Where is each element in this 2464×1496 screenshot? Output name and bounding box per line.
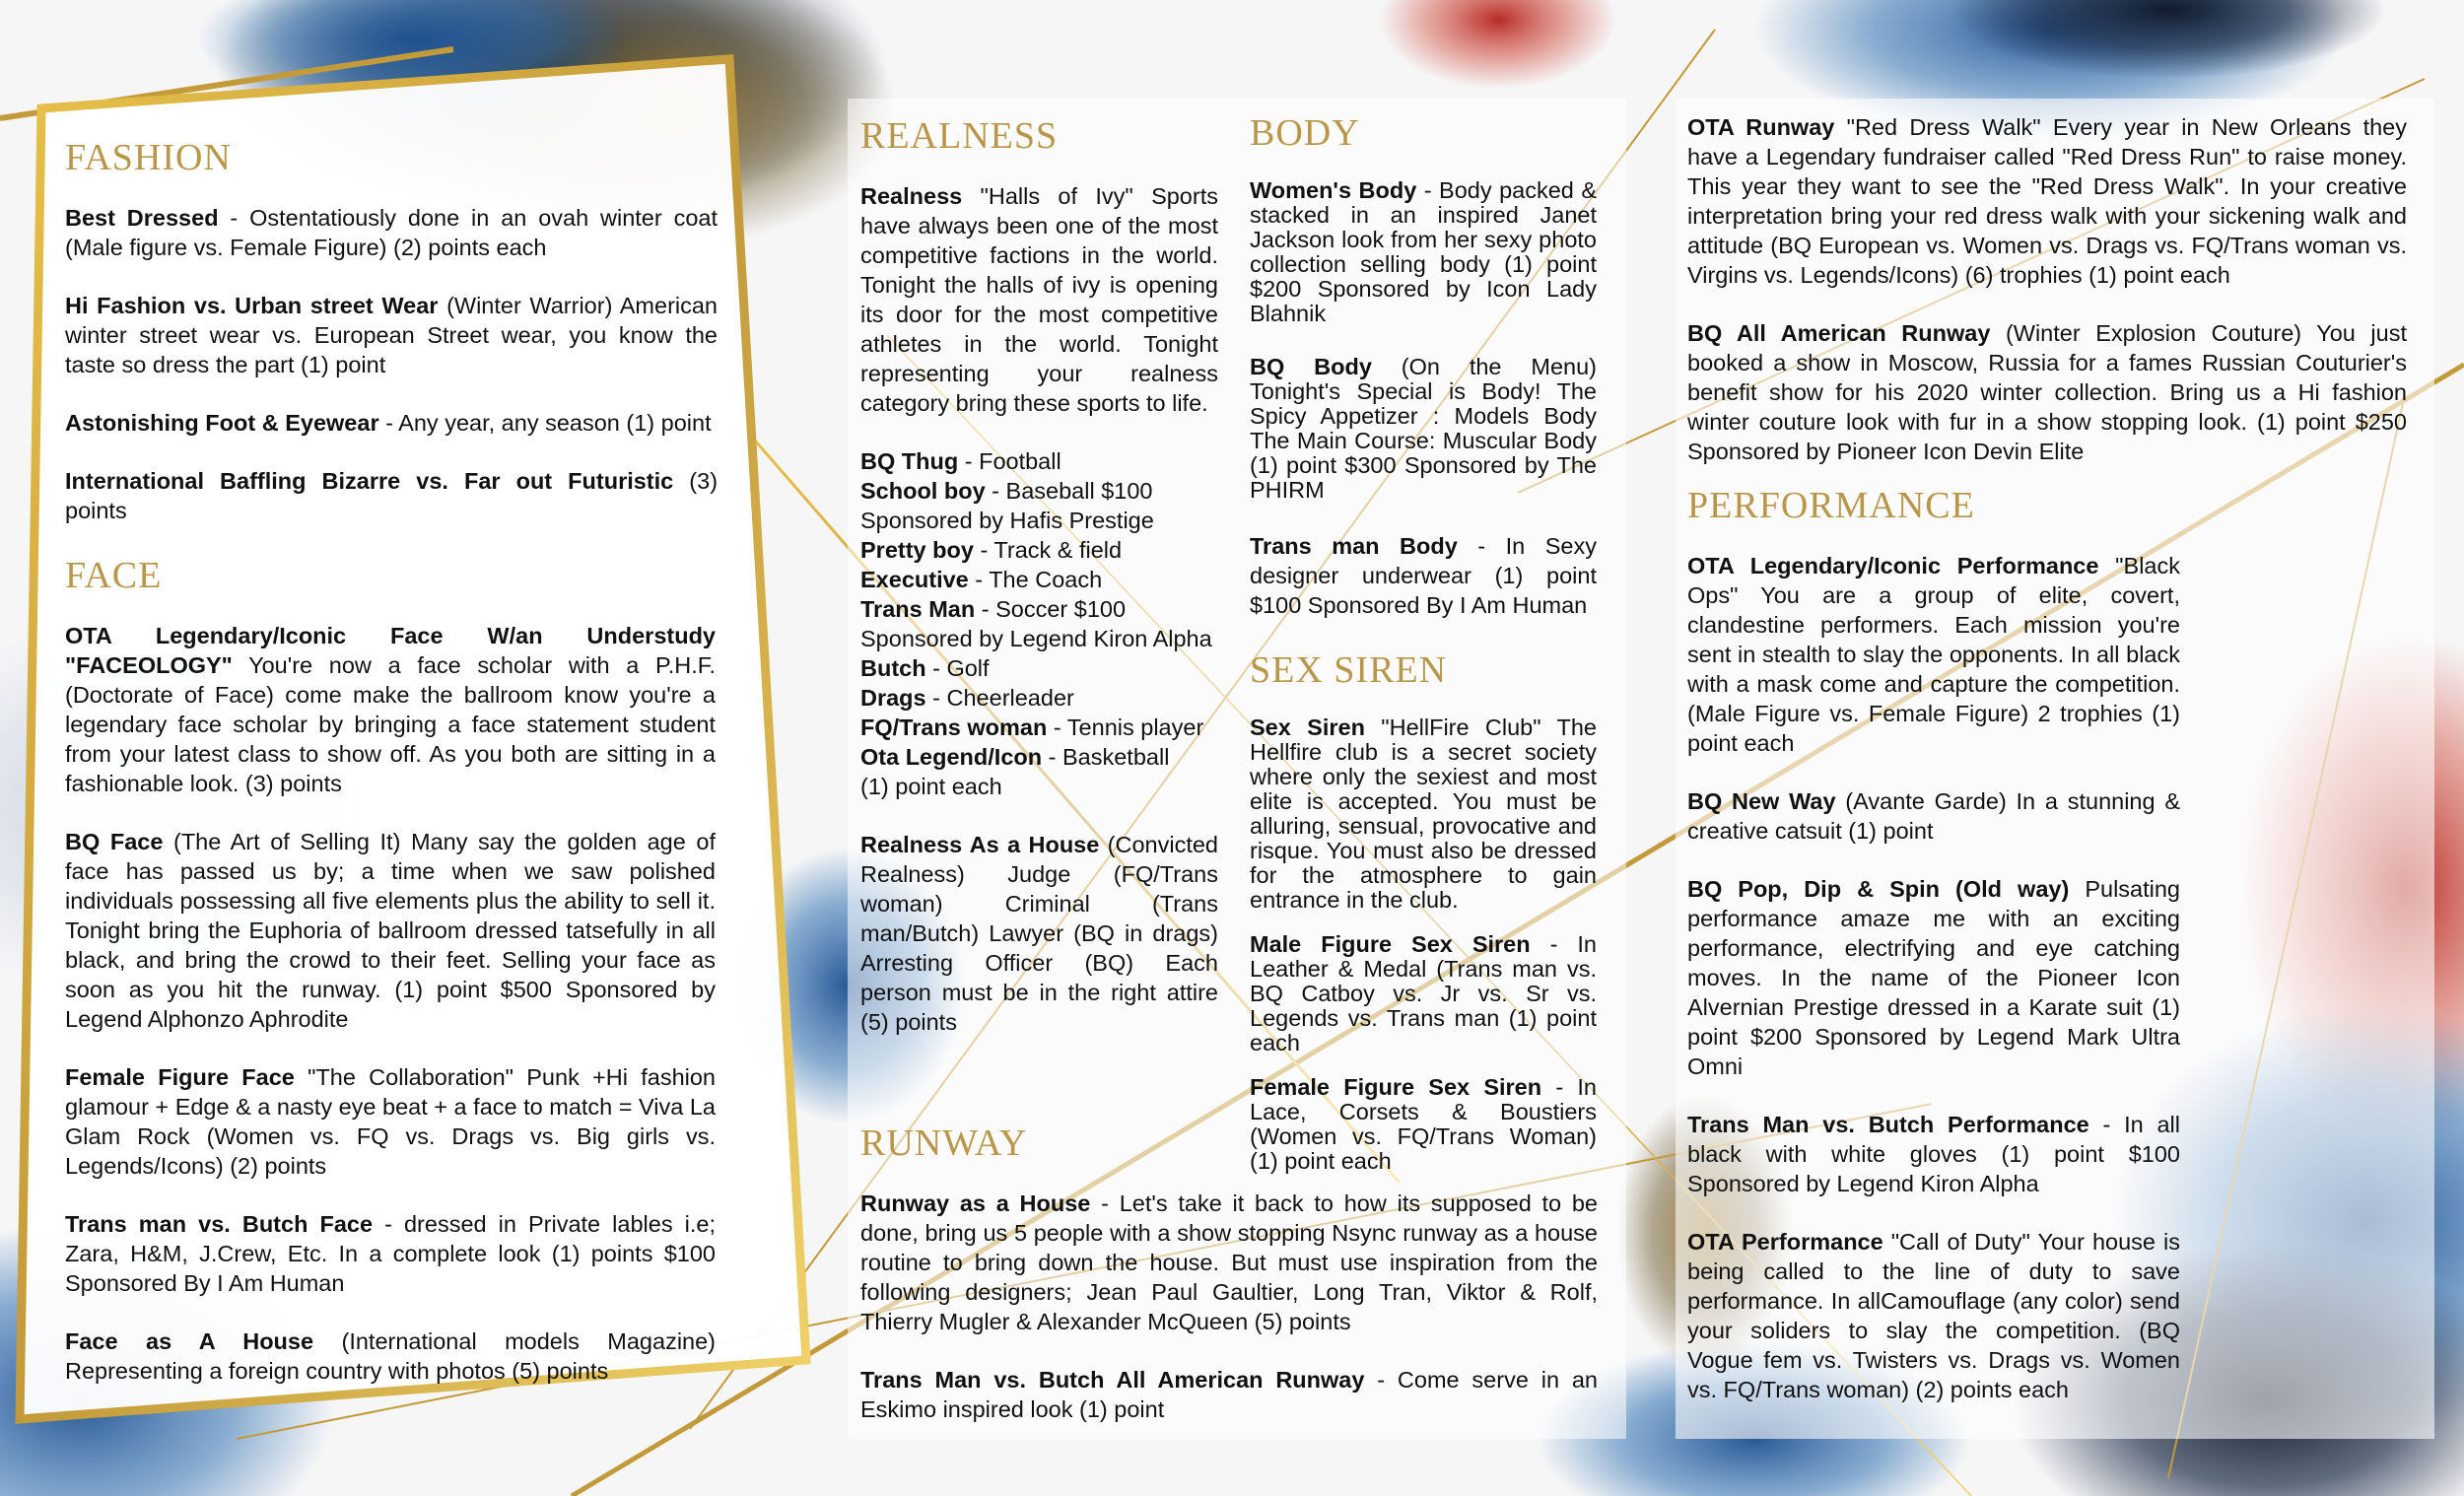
fashion-entry: Best Dressed - Ostentatiously done in an ovah winter coat (Male figure vs. Female Figure) (2) points each: [65, 205, 718, 260]
face-entry: BQ Face (The Art of Selling It) Many say the golden age of face has passed us by; a time when we saw polished individuals possessing all five elements plus the ability to sell it. Tonight bring the Euphoria of ballroom dressed tatsefully in all black, and bring the crowd to their feet. Selling your face as soon as you hit the runway. (1) point $500 Sponsored by Legend Alphonzo Aphrodite: [65, 829, 717, 1032]
realness-intro: Realness "Halls of Ivy" Sports have always been one of the most competitive factions in the world. Tonight the halls of ivy is opening its door for the most competitive athletes in the world. Tonight representing your realness category bring these sports to life.: [860, 183, 1218, 416]
realness-item: Pretty boy - Track & field: [860, 537, 1123, 563]
face-entry: Face as A House (International models Magazine) Representing a foreign country with photos (5) points: [65, 1328, 717, 1384]
body-heading: BODY: [1250, 112, 1360, 154]
runway-entry: Runway as a House - Let's take it back to how its supposed to be done, bring us 5 people with a show stopping Nsync runway as a house routine to bring down the house. But must use inspiration from the following designers; Jean Paul Gaultier, Long Tran, Viktor & Rolf, Thierry Mugler & Alexander McQueen (5) points: [860, 1190, 1598, 1334]
fashion-entry: Astonishing Foot & Eyewear - Any year, any season (1) point: [65, 410, 712, 436]
runway-entry: Trans Man vs. Butch All American Runway - Come serve in an Eskimo inspired look (1) point: [860, 1367, 1598, 1422]
sex-siren-heading: SEX SIREN: [1250, 649, 1448, 691]
performance-entry: BQ Pop, Dip & Spin (Old way) Pulsating performance amaze me with an exciting performance, electrifying and eye catching moves. In the name of the Pioneer Icon Alvernian Prestige dressed in a Karate suit (1) point $200 Sponsored by Legend Mark Ultra Omni: [1687, 876, 2180, 1079]
body-entry: Trans man Body - In Sexy designer underwear (1) point $100 Sponsored By I Am Human: [1250, 533, 1597, 618]
realness-item: (1) point each: [860, 774, 1002, 799]
performance-entry: OTA Legendary/Iconic Performance "Black Ops" You are a group of elite, covert, clandestine performers. Each mission you're sent in stealth to slay the opponents. In all black with a mask come and capture the competition. (Male Figure vs. Female Figure) 2 trophies (1) point each: [1687, 553, 2180, 756]
sex-siren-entry: Male Figure Sex Siren - In Leather & Medal (Trans man vs. BQ Catboy vs. Jr vs. Sr vs. Legends vs. Trans man (1) point each: [1250, 931, 1598, 1055]
realness-item: BQ Thug - Football: [860, 448, 1061, 474]
face-entry: OTA Legendary/Iconic Face W/an Understudy "FACEOLOGY" You're now a face scholar with a P.H.F. (Doctorate of Face) come make the ballroom know you're a legendary face scholar by bringing a face statement student from your latest class to show off. As you both are sitting in a fashionable look. (3) points: [65, 623, 716, 796]
realness-item: Sponsored by Hafis Prestige: [860, 508, 1154, 533]
column-body-siren: [1250, 111, 1597, 1202]
realness-item: Drags - Cheerleader: [860, 685, 1074, 711]
fashion-heading: FASHION: [65, 137, 232, 178]
realness-item: FQ/Trans woman - Tennis player: [860, 714, 1204, 740]
performance-entry: BQ New Way (Avante Garde) In a stunning & creative catsuit (1) point: [1687, 788, 2180, 844]
performance-entry: Trans Man vs. Butch Performance - In all black with white gloves (1) point $100 Sponsored by Legend Kiron Alpha: [1687, 1112, 2181, 1196]
column-ota-performance: [1687, 112, 2407, 1433]
ota-runway-entry: BQ All American Runway (Winter Explosion Couture) You just booked a show in Moscow, Russia for a fames Russian Couturier's benefit show for his 2020 winter collection. Bring us a Hi fashion winter couture look with fur in a show stopping look. (1) point $250 Sponsored by Pioneer Icon Devin Elite: [1687, 320, 2407, 464]
body-entry: BQ Body (On the Menu) Tonight's Special is Body! The Spicy Appetizer : Models Body The Main Course: Muscular Body (1) point $300 Sponsored by The PHIRM: [1250, 354, 1597, 503]
performance-entry: OTA Performance "Call of Duty" Your house is being called to the line of duty to save performance. In allCamouflage (any color) send your soliders to slay the competition. (BQ Vogue fem vs. Twisters vs. Drags vs. Women vs. FQ/Trans woman) (2) points each: [1687, 1229, 2180, 1402]
sex-siren-entry: Female Figure Sex Siren - In Lace, Corsets & Boustiers (Women vs. FQ/Trans Woman) (1) point each: [1250, 1074, 1597, 1174]
face-entry: Female Figure Face "The Collaboration" Punk +Hi fashion glamour + Edge & a nasty eye beat + a face to match = Viva La Glam Rock (Women vs. FQ vs. Drags vs. Big girls vs. Legends/Icons) (2) points: [65, 1064, 716, 1179]
realness-item: Ota Legend/Icon - Basketball: [860, 744, 1170, 770]
realness-item: Trans Man - Soccer $100: [860, 596, 1127, 622]
performance-list: [1687, 551, 2180, 1404]
face-entry: Trans man vs. Butch Face - dressed in Private lables i.e; Zara, H&M, J.Crew, Etc. In a complete look (1) points $100 Sponsored By I Am Human: [65, 1211, 716, 1296]
realness-item: Sponsored by Legend Kiron Alpha: [860, 626, 1212, 651]
realness-item: School boy - Baseball $100: [860, 478, 1153, 504]
performance-heading: PERFORMANCE: [1687, 485, 1975, 526]
column-fashion-face: [65, 136, 718, 1414]
ota-runway-entry: OTA Runway "Red Dress Walk" Every year in New Orleans they have a Legendary fundraiser called "Red Dress Run" to raise money. This year they want to see the "Red Dress Walk". In your creative interpretation bring your red dress walk with your sickening walk and attitude (BQ European vs. Women vs. Drags vs. FQ/Trans woman vs. Virgins vs. Legends/Icons) (6) trophies (1) point each: [1687, 114, 2408, 288]
column-realness: [860, 114, 1218, 1065]
fashion-entry: International Baffling Bizarre vs. Far out Futuristic (3) points: [65, 468, 719, 523]
fashion-list: [65, 203, 718, 525]
body-entry: Women's Body - Body packed & stacked in an inspired Janet Jackson look from her sexy photo collection selling body (1) point $200 Sponsored by Icon Lady Blahnik: [1250, 177, 1597, 326]
realness-item: Butch - Golf: [860, 655, 990, 681]
sex-siren-entry: Sex Siren "HellFire Club" The Hellfire club is a secret society where only the sexiest and most elite is accepted. You must be alluring, sensual, provocative and risque. You must also be dressed for the atmosphere to gain entrance in the club.: [1250, 714, 1597, 913]
realness-heading: REALNESS: [860, 115, 1059, 157]
realness-item: Executive - The Coach: [860, 567, 1103, 592]
fashion-entry: Hi Fashion vs. Urban street Wear (Winter Warrior) American winter street wear vs. European Street wear, you know the taste so dress the part (1) point: [65, 293, 718, 377]
runway-heading: RUNWAY: [860, 1122, 1028, 1164]
face-list: [65, 621, 716, 1386]
realness-house: Realness As a House (Convicted Realness) Judge (FQ/Trans woman) Criminal (Trans man/Butch) Lawyer (BQ in drags) Arresting Officer (BQ) Each person must be in the right attire (5) points: [860, 832, 1218, 1035]
face-heading: FACE: [65, 555, 163, 596]
realness-sports-list: [860, 446, 1218, 801]
